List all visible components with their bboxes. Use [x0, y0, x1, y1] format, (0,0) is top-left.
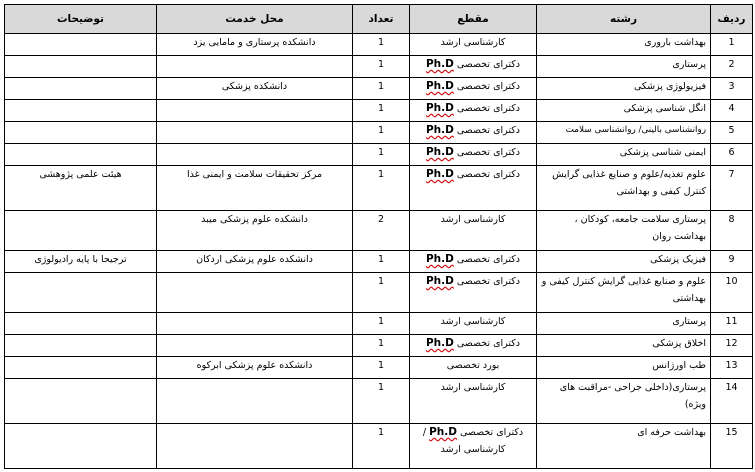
level-text: دکترای تخصصی — [456, 147, 521, 158]
field-cell: ایمنی شناسی پزشکی — [537, 144, 711, 166]
place-cell — [157, 56, 353, 78]
notes-cell — [5, 335, 157, 357]
header-level: مقطع — [410, 5, 537, 34]
place-cell — [157, 122, 353, 144]
phd-label: Ph.D — [425, 102, 454, 114]
phd-label: Ph.D — [425, 275, 454, 287]
row-number: 8 — [711, 211, 753, 251]
level-cell — [410, 335, 537, 357]
notes-cell — [5, 56, 157, 78]
table-row — [5, 313, 753, 335]
level-text: دکترای تخصصی — [456, 169, 521, 180]
table-row — [5, 335, 753, 357]
table-row — [5, 424, 753, 469]
table-row — [5, 144, 753, 166]
positions-table — [4, 4, 753, 469]
field-cell: پرستاری — [537, 313, 711, 335]
phd-label: Ph.D — [425, 253, 454, 265]
count-cell: 1 — [353, 34, 410, 56]
table-row — [5, 56, 753, 78]
notes-cell — [5, 78, 157, 100]
level-cell — [410, 251, 537, 273]
count-cell: 1 — [353, 144, 410, 166]
count-cell: 1 — [353, 166, 410, 211]
field-cell: روانشناسی بالینی/ روانشناسی سلامت — [537, 122, 711, 144]
field-cell: بهداشت حرفه ای — [537, 424, 711, 469]
place-cell — [157, 379, 353, 424]
level-cell — [410, 144, 537, 166]
header-row-number: ردیف — [711, 5, 753, 34]
field-cell: پرستاری(داخلی جراحی -مراقبت های ویژه) — [537, 379, 711, 424]
field-cell: پرستاری سلامت جامعه، کودکان ، بهداشت روان — [537, 211, 711, 251]
header-count: تعداد — [353, 5, 410, 34]
level-cell — [410, 424, 537, 469]
place-cell: دانشکده علوم پزشکی ابرکوه — [157, 357, 353, 379]
row-number: 11 — [711, 313, 753, 335]
row-number: 10 — [711, 273, 753, 313]
level-cell: کارشناسی ارشد — [410, 34, 537, 56]
place-cell: دانشکده پزشکی — [157, 78, 353, 100]
level-text: دکترای تخصصی — [456, 103, 521, 114]
place-cell — [157, 100, 353, 122]
header-place: محل خدمت — [157, 5, 353, 34]
field-cell: پرستاری — [537, 56, 711, 78]
notes-cell — [5, 122, 157, 144]
count-cell: 1 — [353, 100, 410, 122]
table-row — [5, 78, 753, 100]
row-number: 13 — [711, 357, 753, 379]
field-cell: فیزیک پزشکی — [537, 251, 711, 273]
phd-label: Ph.D — [425, 146, 454, 158]
row-number: 14 — [711, 379, 753, 424]
notes-cell — [5, 144, 157, 166]
place-cell — [157, 313, 353, 335]
count-cell: 1 — [353, 335, 410, 357]
notes-cell — [5, 424, 157, 469]
row-number: 9 — [711, 251, 753, 273]
phd-label: Ph.D — [425, 337, 454, 349]
place-cell: دانشکده علوم پزشکی اردکان — [157, 251, 353, 273]
count-cell: 1 — [353, 78, 410, 100]
field-cell: اخلاق پزشکی — [537, 335, 711, 357]
row-number: 2 — [711, 56, 753, 78]
field-cell: علوم و صنایع غذایی گرایش کنترل کیفی و بهداشتی — [537, 273, 711, 313]
phd-label: Ph.D — [429, 426, 457, 438]
table-row — [5, 100, 753, 122]
level-cell — [410, 78, 537, 100]
level-cell — [410, 100, 537, 122]
field-cell: فیزیولوژی پزشکی — [537, 78, 711, 100]
row-number: 7 — [711, 166, 753, 211]
field-cell: انگل شناسی پزشکی — [537, 100, 711, 122]
phd-label: Ph.D — [425, 58, 454, 70]
level-cell: بورد تخصصی — [410, 357, 537, 379]
header-notes: توضیحات — [5, 5, 157, 34]
level-cell — [410, 122, 537, 144]
level-text: دکترای تخصصی — [456, 81, 521, 92]
notes-cell — [5, 379, 157, 424]
place-cell — [157, 273, 353, 313]
header-row — [5, 5, 753, 34]
phd-label: Ph.D — [425, 80, 454, 92]
level-cell — [410, 273, 537, 313]
level-cell: کارشناسی ارشد — [410, 379, 537, 424]
table-row — [5, 122, 753, 144]
count-cell: 1 — [353, 273, 410, 313]
notes-cell — [5, 273, 157, 313]
level-cell — [410, 56, 537, 78]
place-cell: مرکز تحقیقات سلامت و ایمنی غذا — [157, 166, 353, 211]
level-cell: کارشناسی ارشد — [410, 313, 537, 335]
row-number: 1 — [711, 34, 753, 56]
notes-cell — [5, 211, 157, 251]
count-cell: 1 — [353, 357, 410, 379]
count-cell: 1 — [353, 313, 410, 335]
count-cell: 1 — [353, 251, 410, 273]
notes-cell: ترجیحا با پایه رادیولوژی — [5, 251, 157, 273]
table-row — [5, 273, 753, 313]
level-cell: کارشناسی ارشد — [410, 211, 537, 251]
table-row — [5, 34, 753, 56]
table-row — [5, 211, 753, 251]
count-cell: 1 — [353, 424, 410, 469]
row-number: 12 — [711, 335, 753, 357]
level-text: دکترای تخصصی — [456, 338, 521, 349]
table-row — [5, 166, 753, 211]
notes-cell — [5, 313, 157, 335]
row-number: 15 — [711, 424, 753, 469]
table-row — [5, 379, 753, 424]
level-text: دکترای تخصصی — [456, 254, 521, 265]
field-cell: بهداشت باروری — [537, 34, 711, 56]
field-cell: علوم تغذیه/علوم و صنایع غذایی گرایش کنترل کیفی و بهداشتی — [537, 166, 711, 211]
row-number: 4 — [711, 100, 753, 122]
notes-cell — [5, 34, 157, 56]
notes-cell — [5, 100, 157, 122]
level-text: دکترای تخصصی — [460, 427, 524, 438]
count-cell: 1 — [353, 56, 410, 78]
place-cell — [157, 424, 353, 469]
row-number: 3 — [711, 78, 753, 100]
row-number: 6 — [711, 144, 753, 166]
level-text: دکترای تخصصی — [456, 125, 521, 136]
place-cell — [157, 144, 353, 166]
table-row — [5, 251, 753, 273]
row-number: 5 — [711, 122, 753, 144]
place-cell — [157, 335, 353, 357]
level-text: دکترای تخصصی — [456, 59, 521, 70]
count-cell: 1 — [353, 122, 410, 144]
level-cell — [410, 166, 537, 211]
count-cell: 1 — [353, 379, 410, 424]
place-cell: دانشکده پرستاری و مامایی یزد — [157, 34, 353, 56]
notes-cell: هیئت علمی پژوهشی — [5, 166, 157, 211]
count-cell: 2 — [353, 211, 410, 251]
notes-cell — [5, 357, 157, 379]
phd-label: Ph.D — [425, 168, 454, 180]
field-cell: طب اورژانس — [537, 357, 711, 379]
phd-label: Ph.D — [425, 124, 454, 136]
level-text: دکترای تخصصی — [456, 276, 521, 287]
level-text-suffix: / کارشناسی ارشد — [422, 427, 506, 455]
header-field: رشته — [537, 5, 711, 34]
table-row — [5, 357, 753, 379]
place-cell: دانشکده علوم پزشکی میبد — [157, 211, 353, 251]
